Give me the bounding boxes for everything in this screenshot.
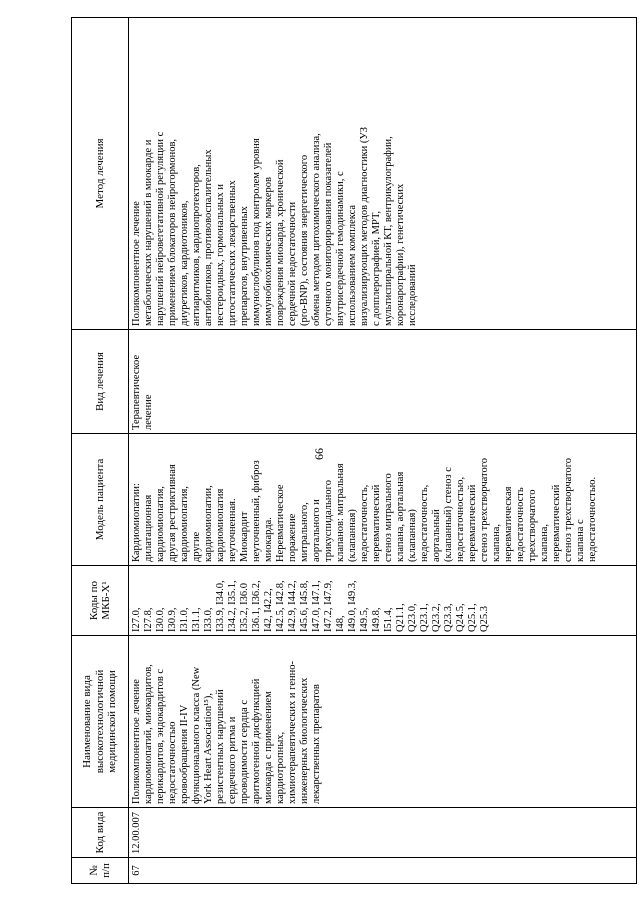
text-line: сердечной недостаточности — [287, 201, 298, 326]
text-line: стеноз трехстворчатого — [563, 457, 574, 562]
text-line: дилатационная — [143, 494, 154, 562]
text-line: использованием комплекса — [347, 204, 358, 326]
text-line: коронарографии), генетических — [395, 183, 406, 326]
text-line: Кардиомиопатии: — [131, 483, 142, 562]
text-line: химиотерапевтических и генно- — [287, 661, 298, 804]
text-line: I51.4, — [383, 607, 394, 632]
text-line: исследований — [407, 264, 418, 326]
text-line: стеноз митрального — [383, 473, 394, 562]
text-line: (клапанный) стеноз с — [443, 467, 454, 562]
row-name — [129, 636, 637, 808]
text-line: кардиомиопатии, — [203, 485, 214, 562]
text-line: препаратов, внутривенных — [239, 206, 250, 326]
row-code: 12.00.007 — [129, 808, 637, 858]
text-line: трикуспидального — [323, 480, 334, 562]
text-line: кардиомиопатия — [215, 488, 226, 562]
text-line: недостаточность, — [359, 484, 370, 562]
text-line: клапана с — [575, 519, 586, 562]
text-line: I47.0, I47.1, — [311, 580, 322, 632]
text-line: стеноз трехстворчатого — [479, 457, 490, 562]
text-line: перикардитов, эндокардитов с — [155, 668, 166, 804]
text-line: клапанов: митральная — [335, 463, 346, 562]
text-line: I31.0, — [179, 607, 190, 632]
text-line: Q21.1, — [395, 603, 406, 632]
text-line: (pro-BNP), состояния энергетического — [299, 154, 310, 326]
text-line: I30.9, — [167, 607, 178, 632]
text-line: визуализирующих методов диагностики (УЗ — [359, 127, 370, 326]
text-line: I33.0, — [203, 607, 214, 632]
text-line: кардиомиопатия, — [179, 486, 190, 562]
text-line: недостаточностью. — [587, 476, 598, 562]
text-line: Поликомпонентное лечение — [131, 201, 142, 326]
text-line: нарушений нейровегетативной регуляции с — [155, 131, 166, 326]
row-icd-codes — [129, 566, 637, 636]
text-line: инженерных биологических — [299, 677, 310, 804]
rotated-page — [71, 18, 637, 884]
text-line: сердечного ритма и — [227, 716, 238, 804]
text-line: миокарда с применением — [263, 691, 274, 804]
text-line: Терапевтическое — [131, 354, 142, 430]
text-line: I47.2, I47.9, — [323, 580, 334, 632]
text-line: кардиотропных, — [275, 731, 286, 804]
text-line: клапана, — [539, 523, 550, 562]
text-line: лекарственных препаратов — [311, 684, 322, 804]
text-line: Q25.3 — [479, 606, 490, 632]
row-number: 67 — [129, 858, 637, 884]
text-line: функционального класса (New — [191, 666, 202, 804]
page-number: 66 — [312, 448, 326, 460]
header-num: № п/п — [72, 858, 129, 884]
text-line: миокарда. — [263, 517, 274, 562]
text-line: I36.1, I36.2, — [251, 580, 262, 632]
text-line: внутрисердечной гемодинамики, с — [335, 171, 346, 326]
header-model: Модель пациента — [72, 434, 129, 566]
text-line: другие — [191, 531, 202, 562]
text-line: суточного мониторирования показателей — [323, 142, 334, 326]
text-line: антибиотиков, противовоспалительных — [203, 149, 214, 326]
text-line: аортальный — [431, 509, 442, 562]
text-line: лечение — [143, 394, 154, 430]
text-line: I45.6, I45.8, — [299, 580, 310, 632]
text-line: York Heart Association¹⁵), — [203, 692, 214, 804]
text-line: I42.9, I44.2, — [287, 580, 298, 632]
text-line: поражение — [287, 513, 298, 562]
text-line: недостаточностью, — [455, 476, 466, 562]
text-line: антиаритмиков, кардиопротекторов, — [191, 164, 202, 326]
text-line: другая рестриктивная — [167, 464, 178, 562]
text-line: неревматический — [551, 484, 562, 562]
text-line: применением блокаторов нейрогормонов, — [167, 138, 178, 326]
text-line: неревматический — [371, 484, 382, 562]
text-line: иммуноглобулинов под контролем уровня — [251, 138, 262, 326]
text-line: Q23.3, — [443, 603, 454, 632]
treatment-table — [71, 17, 637, 884]
text-line: с допплерографией, МРТ, — [371, 211, 382, 326]
text-line: I49.8, — [371, 607, 382, 632]
text-line: (клапанная) — [347, 509, 358, 562]
text-line: I42.5, I42.8, — [275, 580, 286, 632]
text-line: I48, — [335, 615, 346, 632]
text-line: метаболических нарушений в миокарде и — [143, 139, 154, 326]
header-icd: Коды по МКБ-X¹ — [72, 566, 129, 636]
header-name: Наименование вида высокотехнологичной медицинской помощи — [72, 636, 129, 808]
text-line: цитостатических лекарственных — [227, 180, 238, 326]
row-patient-model — [129, 434, 637, 566]
text-line: кровообращения II-IV — [179, 704, 190, 804]
text-line: I33.9, I34.0, — [215, 580, 226, 632]
text-line: неревматическая — [503, 486, 514, 562]
text-line: митрального, — [299, 502, 310, 562]
text-line: мультиспиральной КТ, вентрикулографии, — [383, 136, 394, 326]
text-line: I27.0, — [131, 607, 142, 632]
text-line: клапана, — [491, 523, 502, 562]
row-treatment-type — [129, 330, 637, 434]
text-line: недостаточностью — [167, 721, 178, 804]
text-line: (клапанная) — [407, 509, 418, 562]
text-line: Миокардит — [239, 511, 250, 562]
table-row — [129, 18, 637, 884]
text-line: неуточненная. — [227, 498, 238, 562]
text-line: Неревматическое — [275, 484, 286, 562]
text-line: проводимости сердца с — [239, 699, 250, 804]
text-line: повреждения миокарда, хронической — [275, 159, 286, 326]
text-line: I30.0, — [155, 607, 166, 632]
text-line: резистентных нарушений — [215, 689, 226, 804]
text-line: Поликомпонентное лечение — [131, 679, 142, 804]
text-line: неревматический — [467, 484, 478, 562]
text-line: клапана, аортальная — [395, 471, 406, 562]
header-treatment: Вид лечения — [72, 330, 129, 434]
text-line: Q23.2, — [431, 603, 442, 632]
text-line: трехстворчатого — [527, 489, 538, 562]
text-line: Q23.1, — [419, 603, 430, 632]
text-line: недостаточность — [515, 487, 526, 562]
header-row — [72, 18, 129, 884]
text-line: Q24.5, — [455, 603, 466, 632]
text-line: иммунобиохимических маркеров — [263, 176, 274, 326]
text-line: кардиомиопатия, — [155, 486, 166, 562]
text-line: аортального и — [311, 499, 322, 562]
text-line: I35.2, I36.0 — [239, 583, 250, 632]
text-line: I34.2, I35.1, — [227, 580, 238, 632]
text-line: Q23.0, — [407, 603, 418, 632]
text-line: аритмогенной дисфункцией — [251, 678, 262, 804]
text-line: Q25.1, — [467, 603, 478, 632]
text-line: нестероидных, гормональных и — [215, 184, 226, 326]
text-line: обмена методом цитохимического анализа, — [311, 133, 322, 326]
text-line: I49.0, I49.3, — [347, 580, 358, 632]
header-code: Код вида — [72, 808, 129, 858]
text-line: диуретиков, кардиотоников, — [179, 200, 190, 326]
text-line: кардиомиопатий, миокардитов, — [143, 664, 154, 804]
text-line: недостаточность, — [419, 484, 430, 562]
text-line: I31.1, — [191, 607, 202, 632]
text-line: неуточненный, фиброз — [251, 460, 262, 562]
header-method: Метод лечения — [72, 18, 129, 330]
text-line: I27.8, — [143, 607, 154, 632]
row-treatment-method — [129, 18, 637, 330]
text-line: I49.5, — [359, 607, 370, 632]
text-line: I42, I42.2, — [263, 588, 274, 632]
